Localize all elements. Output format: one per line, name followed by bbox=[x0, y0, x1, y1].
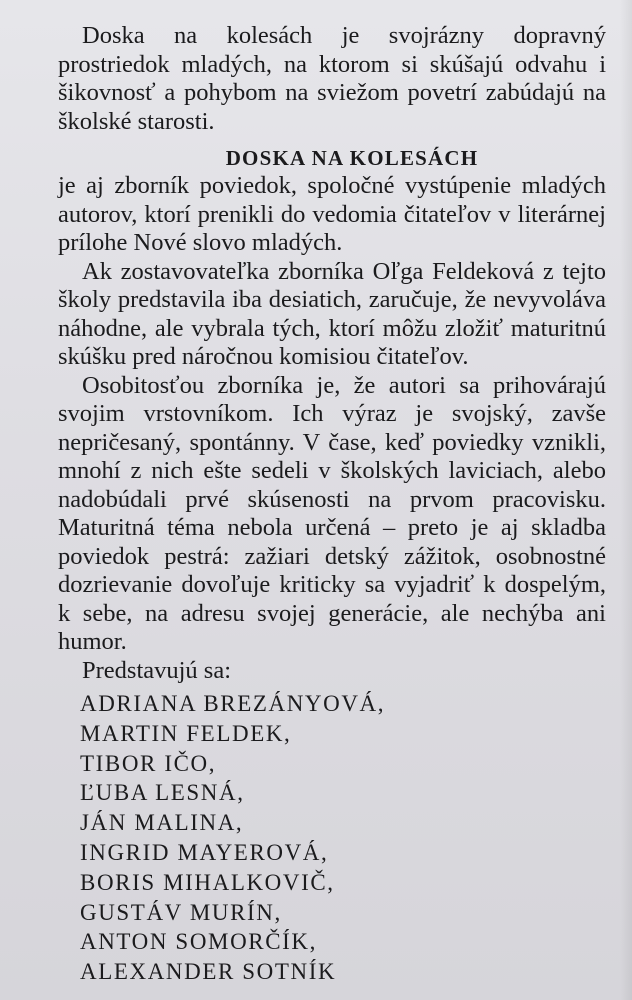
author-name: ĽUBA LESNÁ, bbox=[80, 780, 245, 806]
author-name: ADRIANA BREZÁNYOVÁ, bbox=[80, 691, 386, 716]
uniqueness-paragraph: Osobitosťou zborníka je, že autori sa prihovárajú svojim vrstovníkom. Ich výraz je svojský, zavše nepričesaný, spontánny. V čase, keď poviedky vznikli, mnohí z nich ešte sedeli v školských laviciach, alebo nadobúdali prvé skúsenosti na prvom pracovisku. Maturitná téma nebola určená – preto je aj skladba poviedok pestrá: zažiari detský zážitok, osobnostné dozrievanie dovoľuje kriticky sa vyjadriť k dospelým, k sebe, na adresu svojej generácie, ale nechýba ani humor. bbox=[58, 371, 606, 655]
authors-intro: Predstavujú sa: bbox=[82, 656, 232, 684]
author-name: BORIS MIHALKOVIČ, bbox=[80, 869, 335, 895]
compiler-paragraph: Ak zostavovateľka zborníka Oľga Feldeková z tejto školy predstavila iba desiatich, zaručuje, že nevyvoláva náhodne, ale vybrala tých, ktorí môžu zložiť maturitnú skúšku pred náročnou komisiou čitateľov. bbox=[58, 257, 606, 370]
author-name: GUSTÁV MURÍN, bbox=[80, 899, 282, 925]
author-name: ALEXANDER SOTNÍK bbox=[80, 959, 337, 985]
author-name: TIBOR IČO, bbox=[80, 750, 217, 776]
page-text bbox=[58, 22, 606, 987]
author-name: JÁN MALINA, bbox=[80, 810, 244, 836]
after-title-paragraph: je aj zborník poviedok, spoločné vystúpenie mladých autorov, ktorí prenikli do vedomia čitateľov v literárnej prílohe Nové slovo mladých. bbox=[58, 172, 606, 256]
authors-list bbox=[58, 689, 606, 987]
author-name: MARTIN FELDEK, bbox=[80, 720, 292, 746]
page-edge-shadow bbox=[620, 0, 632, 1000]
book-title-heading: DOSKA NA KOLESÁCH bbox=[225, 146, 479, 170]
author-name: ANTON SOMORČÍK, bbox=[80, 929, 317, 955]
author-name: INGRID MAYEROVÁ, bbox=[80, 839, 329, 865]
intro-paragraph: Doska na kolesách je svojrázny dopravný prostriedok mladých, na ktorom si skúšajú odvahu i šikovnosť a pohybom na sviežom povetrí zabúdajú na školské starosti. bbox=[58, 22, 606, 135]
